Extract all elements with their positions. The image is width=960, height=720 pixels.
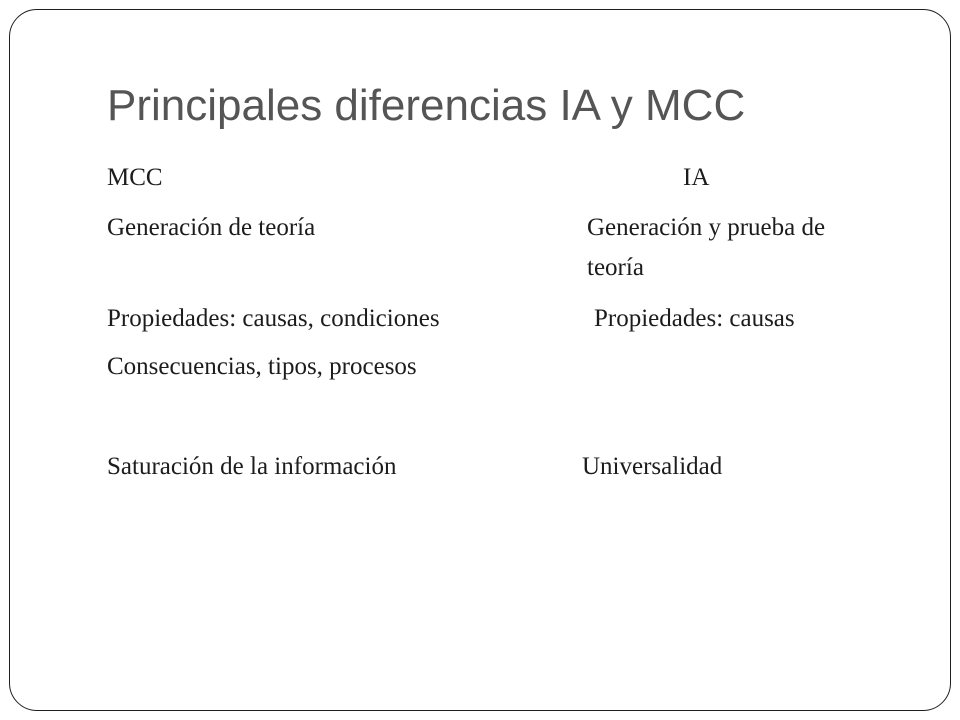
row-2-left: Propiedades: causas, condiciones: [107, 305, 440, 332]
row-4-left: Saturación de la información: [107, 453, 397, 480]
header-mcc: MCC: [107, 164, 163, 191]
row-1-right-line-2: teoría: [587, 254, 644, 281]
row-1-right-line-1: Generación y prueba de: [587, 214, 826, 241]
row-4-right: Universalidad: [582, 453, 723, 480]
header-ia: IA: [683, 164, 710, 191]
row-3-left: Consecuencias, tipos, procesos: [107, 353, 417, 380]
row-1-left: Generación de teoría: [107, 214, 316, 241]
row-2-right: Propiedades: causas: [594, 305, 795, 332]
slide-title: Principales diferencias IA y MCC: [107, 81, 746, 130]
